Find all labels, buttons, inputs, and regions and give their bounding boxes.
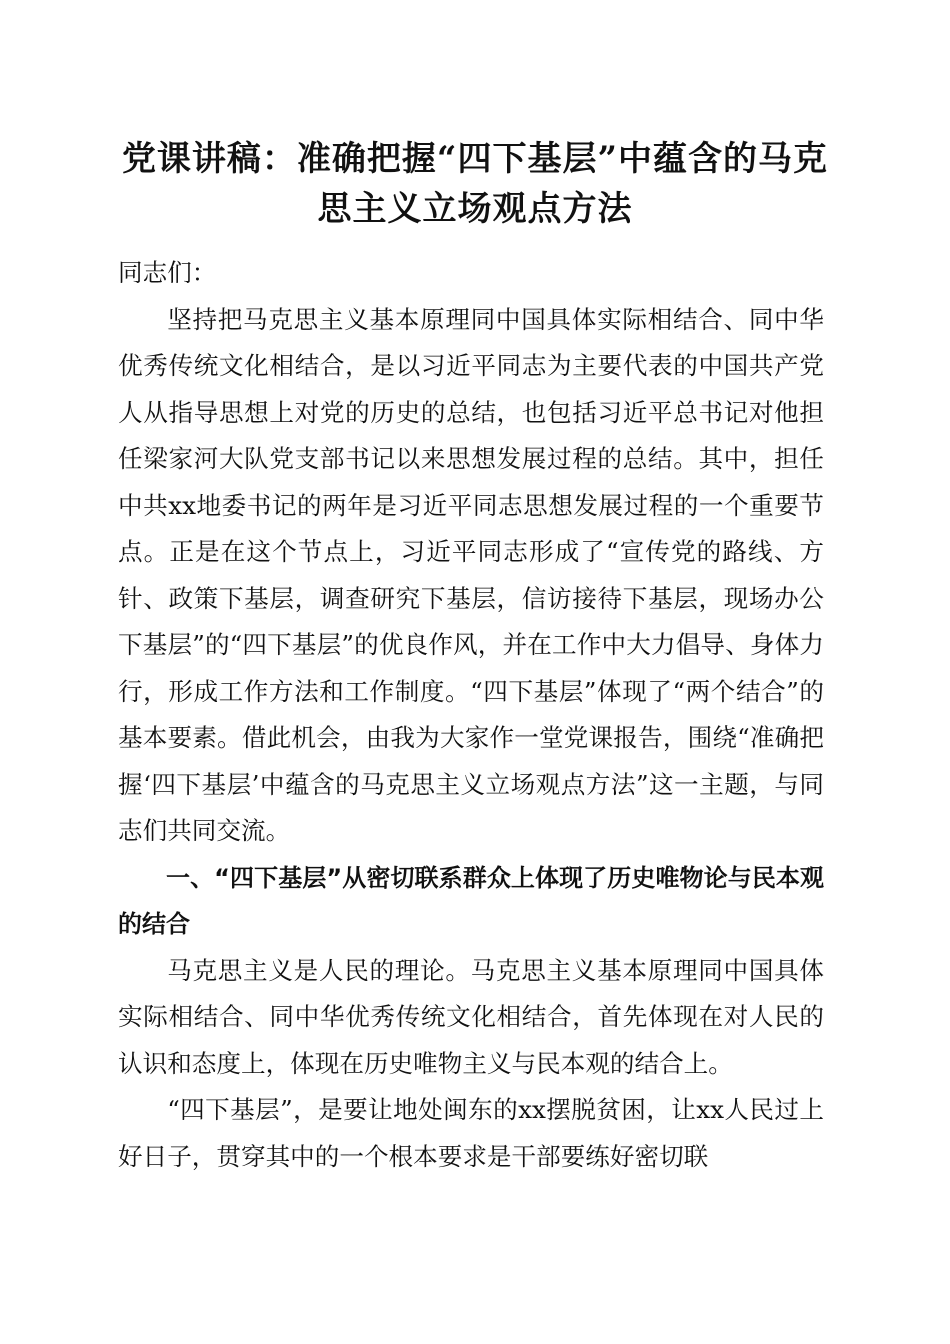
document-title: 党课讲稿：准确把握“四下基层”中蕴含的马克思主义立场观点方法 — [121, 139, 829, 229]
intro-paragraph: 坚持把马克思主义基本原理同中国具体实际相结合、同中华优秀传统文化相结合，是以习近平同志为主要代表的中国共产党人从指导思想上对党的历史的总结，也包括习近平总书记对他担任梁家河大队党支部书记以来思想发展过程的总结。其中，担任中共xx地委书记的两年是习近平同志思想发展过程的一个重要节点。正是在这个节点上，习近平同志形成了“宣传党的路线、方针、政策下基层，调查研究下基层，信访接待下基层，现场办公下基层”的“四下基层”的优良作风，并在工作中大力倡导、身体力行，形成工作方法和工作制度。“四下基层”体现了“两个结合”的基本要素。借此机会，由我为大家作一堂党课报告，围绕“准确把握‘四下基层’中蕴含的马克思主义立场观点方法”这一主题，与同志们共同交流。 — [118, 304, 824, 845]
salutation: 同志们： — [118, 258, 217, 287]
section-1-paragraph-1: 马克思主义是人民的理论。马克思主义基本原理同中国具体实际相结合、同中华优秀传统文化相结合，首先体现在对人民的认识和态度上，体现在历史唯物主义与民本观的结合上。 — [118, 955, 824, 1078]
section-1-paragraph-2: “四下基层”，是要让地处闽东的xx摆脱贫困，让xx人民过上好日子，贯穿其中的一个根本要求是干部要练好密切联 — [118, 1095, 824, 1171]
section-heading-1: 一、“四下基层”从密切联系群众上体现了历史唯物论与民本观的结合 — [118, 863, 824, 938]
document-body — [118, 250, 824, 1180]
